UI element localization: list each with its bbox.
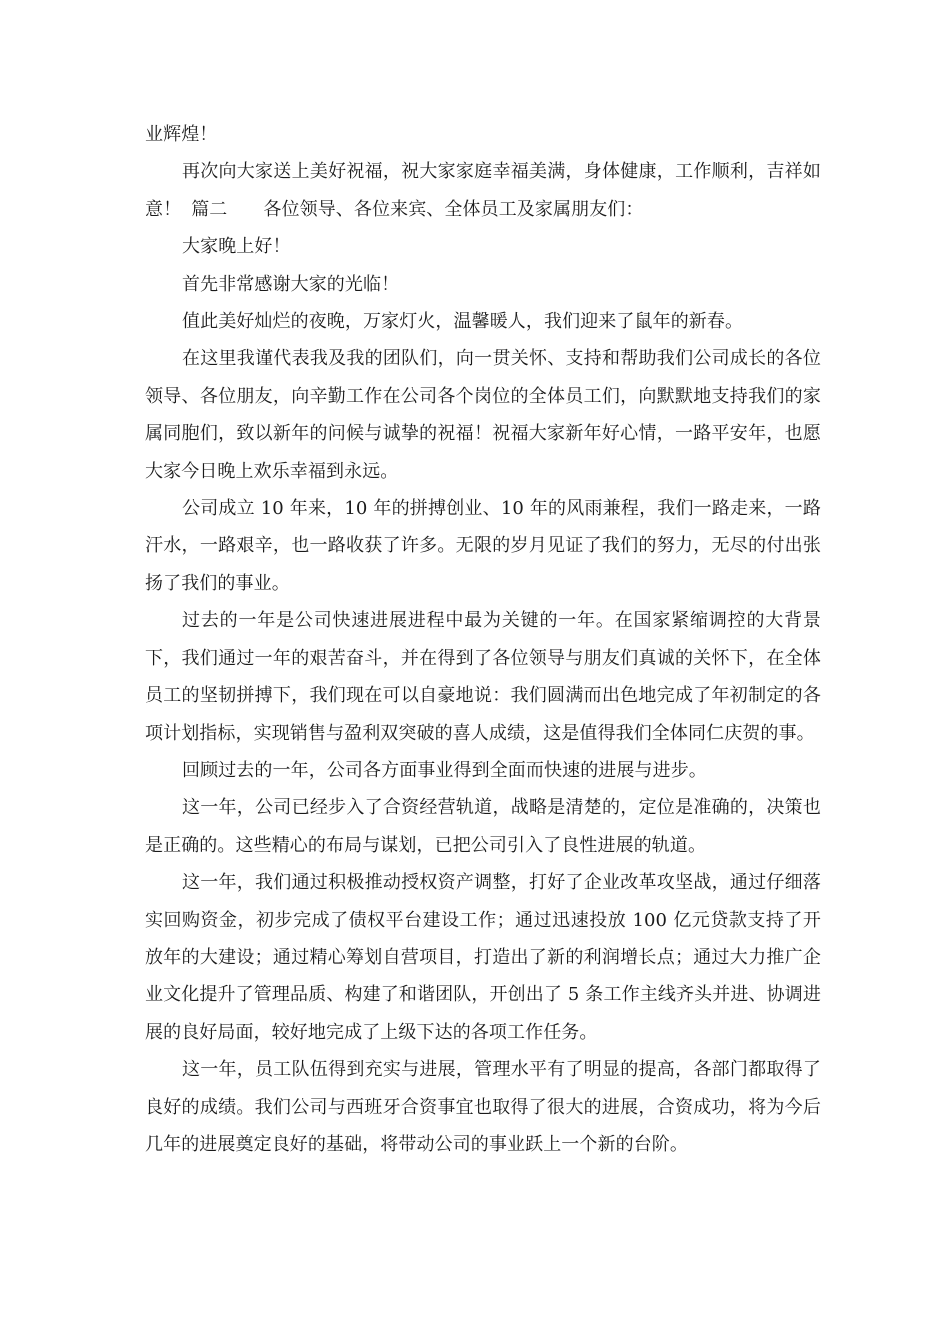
- section-marker: 篇二: [191, 198, 228, 220]
- paragraph-11: 这一年，我们通过积极推动授权资产调整，打好了企业改革攻坚战，通过仔细落实回购资金，初步完成了债权平台建设工作；通过迅速投放 100 亿元贷款支持了开放年的大建设；通过精心筹划自营项目，打造出了新的利润增长点；通过大力推广企业文化提升了管理品质、构建了和谐团队，开创出了 5 条工作主线齐头并进、协调进展的良好局面，较好地完成了上级下达的各项工作任务。: [145, 872, 821, 1043]
- paragraph-4: 首先非常感谢大家的光临！: [182, 273, 400, 295]
- paragraph-3: 大家晚上好！: [182, 236, 291, 258]
- document-page: [145, 116, 821, 1163]
- paragraph-5: 值此美好灿烂的夜晚，万家灯火，温馨暖人，我们迎来了鼠年的新春。: [182, 311, 744, 333]
- paragraph-8: 过去的一年是公司快速进展进程中最为关键的一年。在国家紧缩调控的大背景下，我们通过一年的艰苦奋斗，并在得到了各位领导与朋友们真诚的关怀下，在全体员工的坚韧拼搏下，我们现在可以自豪地说：我们圆满而出色地完成了年初制定的各项计划指标，实现销售与盈利双突破的喜人成绩，这是值得我们全体同仁庆贺的事。: [145, 610, 821, 744]
- paragraph-7: 公司成立 10 年来，10 年的拼搏创业、10 年的风雨兼程，我们一路走来，一路汗水，一路艰辛，也一路收获了许多。无限的岁月见证了我们的努力，无尽的付出张扬了我们的事业。: [145, 498, 821, 594]
- paragraph-9: 回顾过去的一年，公司各方面事业得到全面而快速的进展与进步。: [182, 759, 707, 781]
- paragraph-6: 在这里我谨代表我及我的团队们，向一贯关怀、支持和帮助我们公司成长的各位领导、各位朋友，向辛勤工作在公司各个岗位的全体员工们，向默默地支持我们的家属同胞们，致以新年的问候与诚挚的祝福！祝福大家新年好心情，一路平安年，也愿大家今日晚上欢乐幸福到永远。: [145, 348, 821, 482]
- paragraph-12: 这一年，员工队伍得到充实与进展，管理水平有了明显的提高，各部门都取得了良好的成绩。我们公司与西班牙合资事宜也取得了很大的进展，合资成功，将为今后几年的进展奠定良好的基础，将带动公司的事业跃上一个新的台阶。: [145, 1059, 821, 1155]
- paragraph-2: [145, 153, 821, 228]
- paragraph-1: 业辉煌！: [145, 124, 218, 145]
- paragraph-10: 这一年，公司已经步入了合资经营轨道，战略是清楚的，定位是准确的，决策也是正确的。这些精心的布局与谋划，已把公司引入了良性进展的轨道。: [145, 797, 821, 856]
- salutation: 各位领导、各位来宾、全体员工及家属朋友们：: [263, 198, 644, 220]
- paragraph-2-text: 再次向大家送上美好祝福，祝大家家庭幸福美满，身体健康，工作顺利，吉祥如意！: [145, 161, 821, 220]
